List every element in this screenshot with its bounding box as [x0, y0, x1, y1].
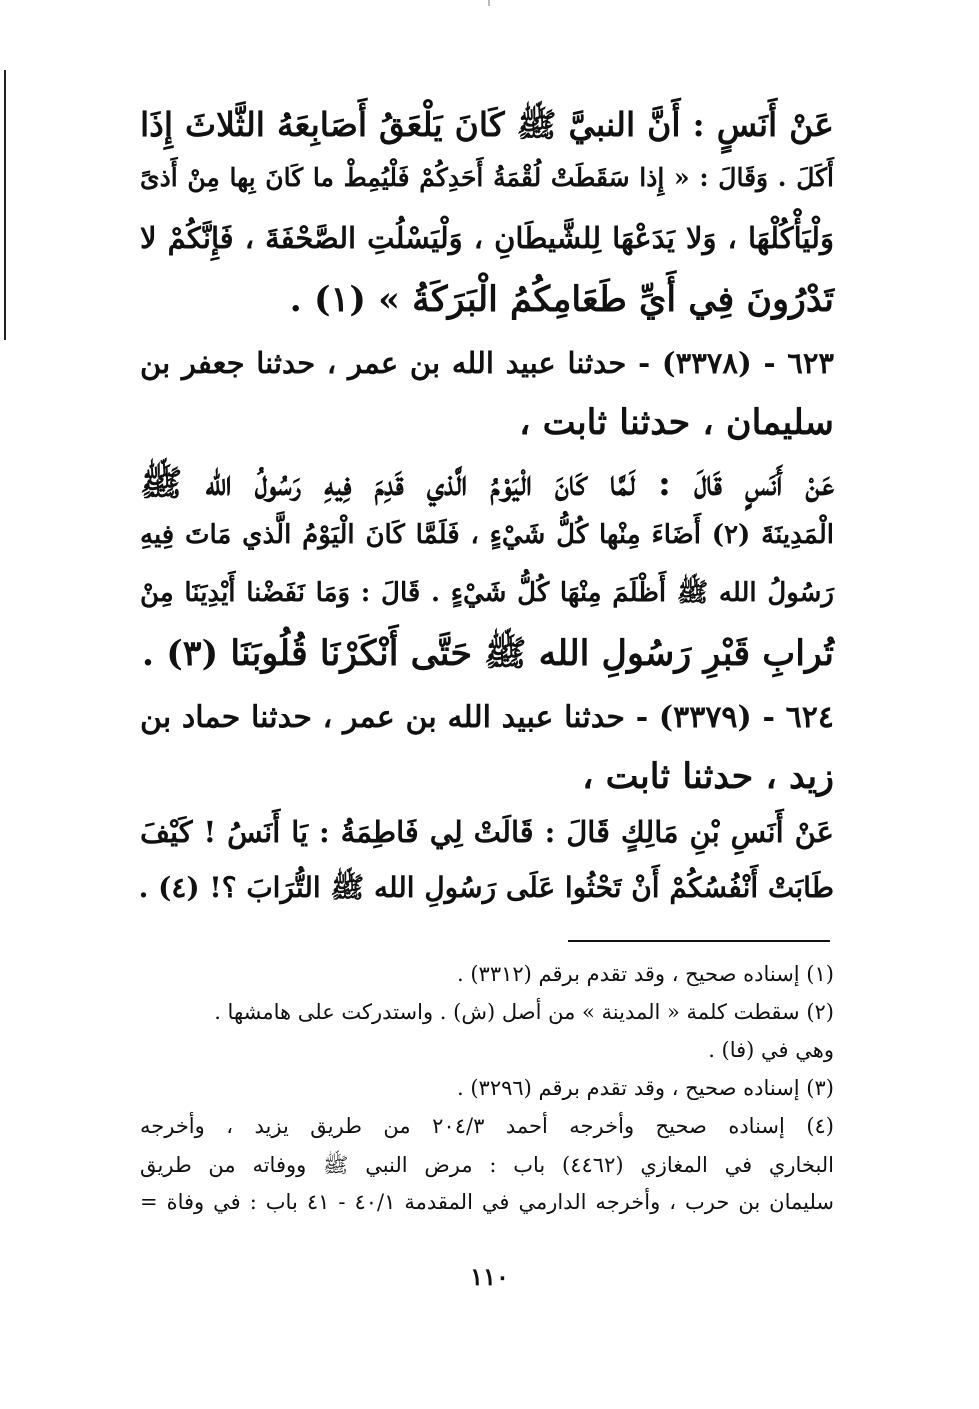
page-number: ١١٠	[470, 1262, 509, 1291]
hadith-623-line-1: عَنْ أَنَسٍ قَالَ : لَمَّا كَانَ الْيَوْمُ الَّذي قَدِمَ فِيهِ رَسُولُ الله ﷺ	[140, 463, 834, 504]
isnad-623-line-2: سليمان ، حدثنا ثابت ،	[519, 402, 834, 443]
hadith-623-line-4: تُرابِ قَبْرِ رَسُولِ الله ﷺ حَتَّى أَنْكَرْنَا قُلُوبَنَا (٣) .	[141, 633, 834, 674]
footnote-2-line-2: وهي في (فا) .	[708, 1038, 834, 1062]
hadith-624-line-1: عَنْ أَنَسِ بْنِ مَالِكٍ قَالَ : قَالَتْ لِي فَاطِمَةُ : يَا أَنَسُ ! كَيْفَ	[140, 815, 834, 849]
footnote-3: (٣) إسناده صحيح ، وقد تقدم برقم (٣٢٩٦) .	[457, 1076, 834, 1100]
isnad-624-line-1: ٦٢٤ - (٣٣٧٩) - حدثنا عبيد الله بن عمر ، حدثنا حماد بن	[140, 700, 834, 735]
hadith-623-line-2: الْمَدِينَةَ (٢) أَضَاءَ مِنْها كُلُّ شَيْءٍ ، فَلَمَّا كَانَ الْيَوْمُ الَّذي مَاتَ فِيهِ	[140, 520, 834, 550]
footnote-4-line-1: (٤) إسناده صحيح وأخرجه أحمد ٢٠٤/٣ من طريق يزيد ، وأخرجه	[140, 1114, 834, 1138]
hadith-622-line-1: عَنْ أَنَسٍ : أَنَّ النبيَّ ﷺ كَانَ يَلْعَقُ أَصَابِعَهُ الثَّلاثَ إِذَا	[140, 105, 834, 144]
footnote-4-line-2: البخاري في المغازي (٤٤٦٢) باب : مرض النبي ﷺ ووفاته من طريق	[140, 1153, 835, 1177]
hadith-624-line-2: طَابَتْ أَنْفُسُكُمْ أَنْ تَحْثُوا عَلَى رَسُولِ الله ﷺ التُّرَابَ ؟! (٤) .	[138, 871, 834, 904]
hadith-623-line-3: رَسُولُ الله ﷺ أَظْلَمَ مِنْهَا كُلُّ شَيْءٍ . قَالَ : وَمَا نَفَضْنا أَيْدِيَنَا مِنْ	[140, 578, 834, 608]
footnote-separator	[568, 940, 830, 942]
hadith-622-line-2: أَكَلَ . وَقَالَ : « إِذا سَقَطَتْ لُقْمَةُ أَحَدِكُمْ فَلْيُمِطْ ما كَانَ بِها مِنْ أَذىً	[140, 163, 834, 192]
footnote-4-line-3: سليمان بن حرب ، وأخرجه الدارمي في المقدمة ٤٠/١ - ٤١ باب : في وفاة =	[140, 1190, 835, 1214]
footnote-2-line-1: (٢) سقطت كلمة « المدينة » من أصل (ش) . واستدركت على هامشها .	[214, 1000, 834, 1024]
footnote-1: (١) إسناده صحيح ، وقد تقدم برقم (٣٣١٢) .	[457, 962, 834, 986]
hadith-622-line-3: وَلْيَأْكُلْهَا ، وَلا يَدَعْهَا لِلشَّيطَانِ ، وَلْيَسْلُتِ الصَّحْفَةَ ، فَإِنَّكُمْ لا	[140, 221, 834, 255]
top-scan-mark	[488, 0, 490, 6]
isnad-624-line-2: زيد ، حدثنا ثابت ،	[582, 756, 834, 797]
hadith-622-line-4: تَدْرُونَ فِي أَيِّ طَعَامِكُمُ الْبَرَكَةُ » (١) .	[289, 279, 834, 320]
scan-edge-line	[4, 70, 6, 340]
isnad-623-line-1: ٦٢٣ - (٣٣٧٨) - حدثنا عبيد الله بن عمر ، حدثنا جعفر بن	[140, 346, 835, 380]
